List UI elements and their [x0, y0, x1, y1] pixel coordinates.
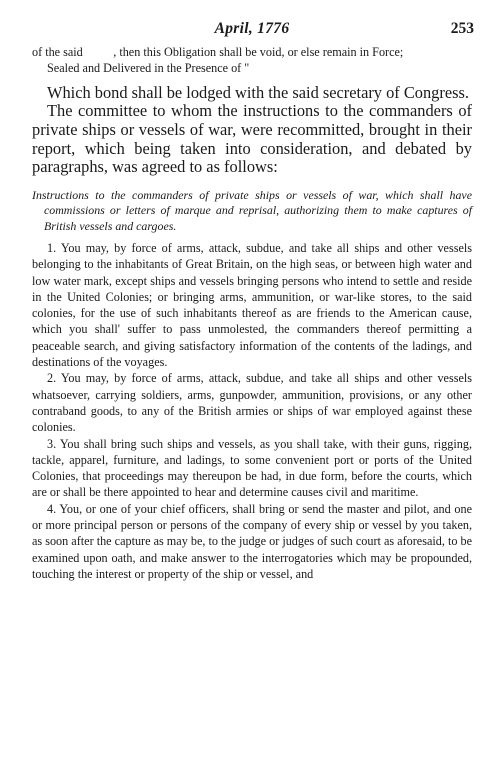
article-1: 1. You may, by force of arms, attack, subdue, and take all ships and other vessels belonging to the inhabitants of Great Britain, on the high seas, or between high water and low water mark, except ships and vessels bringing persons who intend to settle and reside in the United Colonies; or bringing arms, ammunition, or war-like stores, to the said colonies, for the use of such inhabitants thereof as are friends to the American cause, which you shall' suffer to pass unmolested, the commanders thereof permitting a peaceable search, and giving satisfactory information of the contents of the ladings, and destinations of the voyages.: [32, 241, 472, 370]
running-header: [32, 0, 472, 40]
bond-lodging-resolution: Which bond shall be lodged with the said secretary of Congress.: [47, 82, 469, 102]
page-number: 253: [450, 20, 474, 37]
article-2: 2. You may, by force of arms, attack, subdue, and take all ships and other vessels whatsoever, carrying soldiers, arms, gunpowder, ammunition, provisions, or any other contraband goods, to any of the British armies or ships of war employed against these colonies.: [32, 371, 472, 435]
instructions-articles: [32, 240, 472, 582]
bond-form-condition: of the said , then this Obligation shall be void, or else remain in Force;: [32, 45, 404, 59]
instructions-caption: Instructions to the commanders of private ships or vessels of war, which shall have commissions or letters of marque and reprisal, authorizing them to make captures of British vessels and cargoes.: [32, 188, 472, 233]
bond-form-tail: [32, 44, 472, 77]
bond-form-attestation: Sealed and Delivered in the Presence of ": [47, 61, 250, 76]
journal-resolutions: [32, 84, 472, 178]
committee-report-paragraph: The committee to whom the instructions to the commanders of private ships or vessels of war, were recommitted, brought in their report, which being taken into consideration, and debated by paragraphs, was agreed to as follows:: [32, 101, 472, 177]
article-3: 3. You shall bring such ships and vessels, as you shall take, with their guns, rigging, tackle, apparel, furniture, and ladings, to some convenient port or ports of the United Colonies, that proceedings may thereupon be had, in due form, before the courts, which are or shall be there appointed to hear and determine causes civil and maritime.: [32, 436, 472, 500]
article-4: 4. You, or one of your chief officers, shall bring or send the master and pilot, and one or more principal person or persons of the company of every ship or vessel by you taken, as soon after the capture as may be, to the judge or judges of such court as aforesaid, to be examined upon oath, and make answer to the interrogatories which may be propounded, touching the interest or property of the ship or vessel, and: [32, 501, 472, 581]
running-title: April, 1776: [214, 20, 290, 37]
document-page: [32, 0, 472, 582]
